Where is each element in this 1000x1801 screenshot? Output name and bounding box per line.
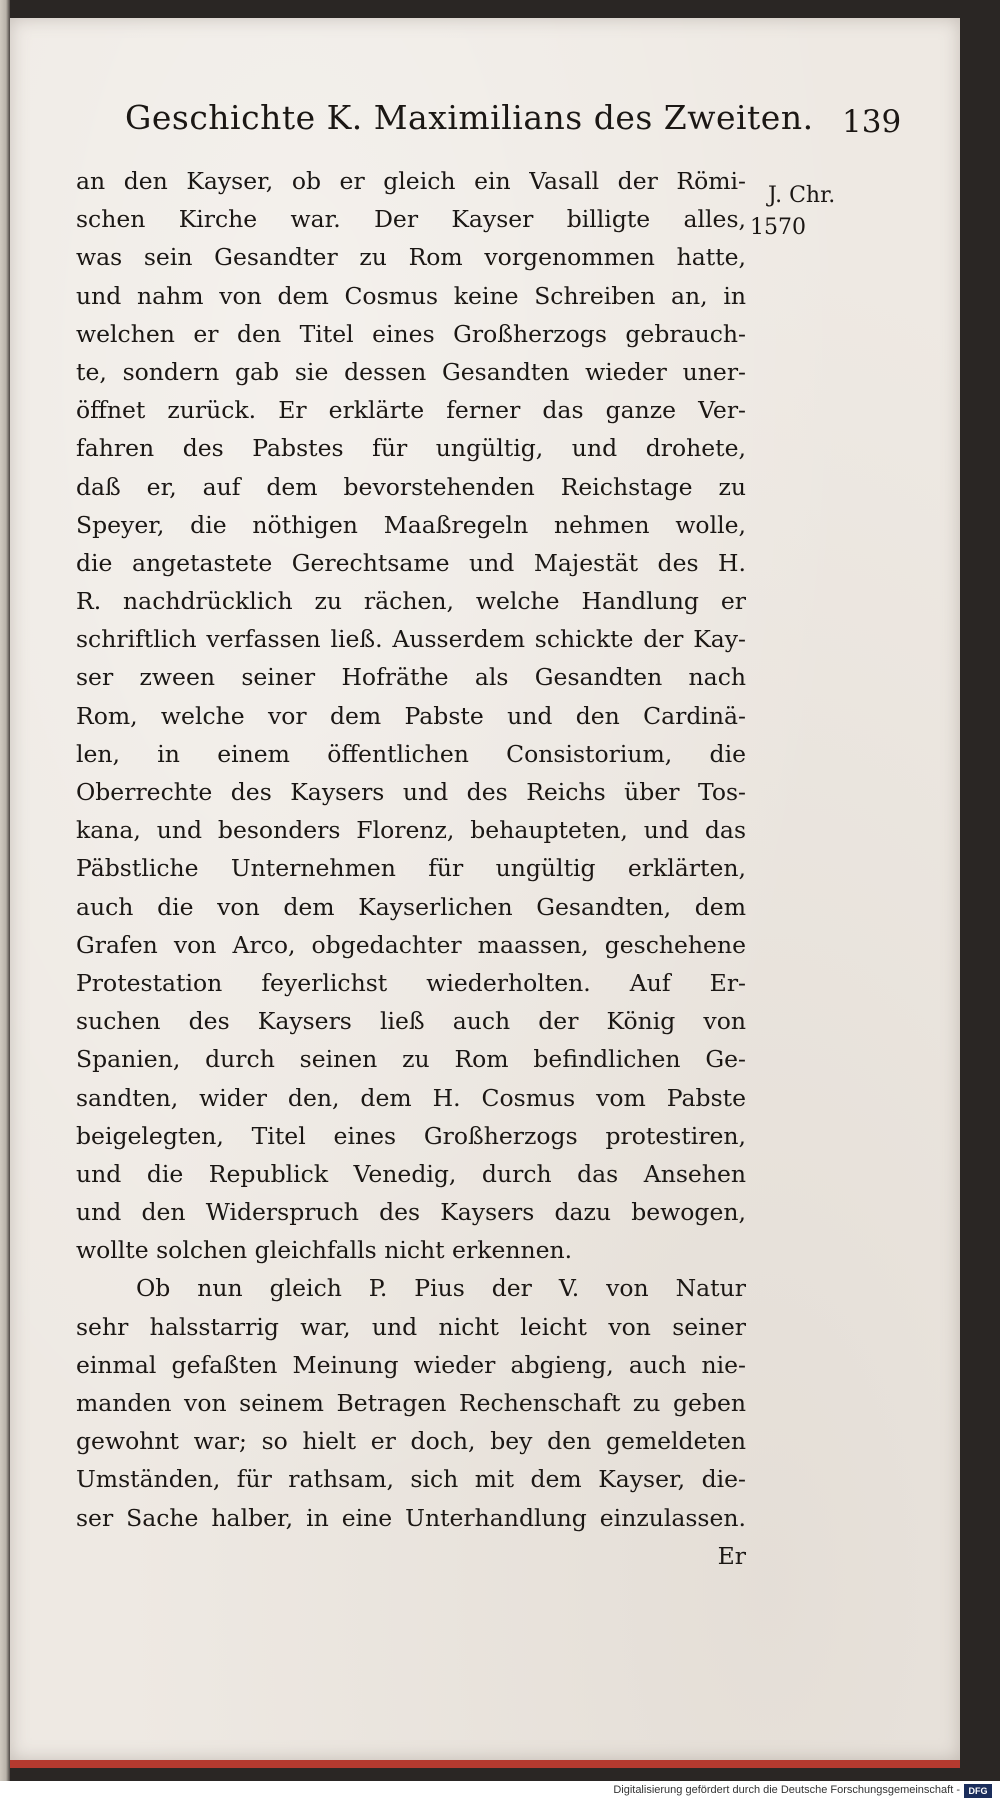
marginal-note xyxy=(750,180,835,244)
body-line: was sein Gesandter zu Rom vorgenommen hatte, xyxy=(76,243,746,272)
body-line: Spanien, durch seinen zu Rom befindlichen Ge- xyxy=(76,1045,746,1074)
body-line: te, sondern gab sie dessen Gesandten wieder uner- xyxy=(76,357,746,386)
body-line: und die Republick Venedig, durch das Ansehen xyxy=(76,1159,746,1188)
marginal-note-era: J. Chr. xyxy=(768,183,836,208)
catchword: Er xyxy=(717,1541,746,1570)
body-line: und nahm von dem Cosmus keine Schreiben an, in xyxy=(76,281,746,310)
body-line: einmal gefaßten Meinung wieder abgieng, auch nie- xyxy=(76,1350,746,1379)
page-bottom-edge xyxy=(10,1760,960,1768)
body-line: schriftlich verfassen ließ. Ausserdem schickte der Kay- xyxy=(76,625,746,654)
body-line: an den Kayser, ob er gleich ein Vasall der Römi- xyxy=(76,167,746,195)
body-line: gewohnt war; so hielt er doch, bey den gemeldeten xyxy=(76,1427,746,1456)
body-line: sandten, wider den, dem H. Cosmus vom Pabste xyxy=(76,1083,746,1112)
body-line: schen Kirche war. Der Kayser billigte alles, xyxy=(76,205,746,234)
body-line: Speyer, die nöthigen Maaßregeln nehmen wolle, xyxy=(76,510,746,539)
body-line: Umständen, für rathsam, sich mit dem Kayser, die- xyxy=(76,1465,746,1494)
body-line: ser Sache halber, in eine Unterhandlung einzulassen. xyxy=(76,1503,746,1532)
marginal-note-year: 1570 xyxy=(750,215,806,240)
body-line: manden von seinem Betragen Rechenschaft zu geben xyxy=(76,1389,746,1417)
body-line: und den Widerspruch des Kaysers dazu bewogen, xyxy=(76,1198,746,1227)
body-line: Rom, welche vor dem Pabste und den Cardinä- xyxy=(76,701,746,730)
body-line: Protestation feyerlichst wiederholten. Auf Er- xyxy=(76,968,746,997)
body-line: ser zween seiner Hofräthe als Gesandten nach xyxy=(76,663,746,692)
body-line: wollte solchen gleichfalls nicht erkennen. xyxy=(76,1236,573,1265)
body-line: kana, und besonders Florenz, behaupteten, und das xyxy=(76,816,746,845)
page-number: 139 xyxy=(842,104,902,140)
body-line: auch die von dem Kayserlichen Gesandten, dem xyxy=(76,892,746,921)
body-line: len, in einem öffentlichen Consistorium, die xyxy=(76,739,746,768)
body-line: Grafen von Arco, obgedachter maassen, geschehene xyxy=(76,930,746,959)
body-line: suchen des Kaysers ließ auch der König von xyxy=(76,1007,746,1036)
body-line: fahren des Pabstes für ungültig, und drohete, xyxy=(76,434,746,463)
body-line: daß er, auf dem bevorstehenden Reichstage zu xyxy=(76,472,746,501)
running-head: Geschichte K. Maximilians des Zweiten. xyxy=(125,98,814,137)
body-line: Oberrechte des Kaysers und des Reichs über Tos- xyxy=(76,778,746,806)
book-left-edge xyxy=(0,0,10,1801)
body-line: die angetastete Gerechtsame und Majestät des H. xyxy=(76,548,746,577)
body-line: Ob nun gleich P. Pius der V. von Natur xyxy=(136,1274,746,1303)
body-line: beigelegten, Titel eines Großherzogs protestiren, xyxy=(76,1121,746,1150)
footer-credit: Digitalisierung gefördert durch die Deutsche Forschungsgemeinschaft - xyxy=(613,1784,960,1796)
body-line: Päbstliche Unternehmen für ungültig erklärten, xyxy=(76,854,746,883)
body-line: welchen er den Titel eines Großherzogs gebrauch- xyxy=(76,319,746,348)
body-line: öffnet zurück. Er erklärte ferner das ganze Ver- xyxy=(76,396,746,425)
body-text xyxy=(76,162,746,1575)
body-line: sehr halsstarrig war, und nicht leicht von seiner xyxy=(76,1312,746,1341)
body-line: R. nachdrücklich zu rächen, welche Handlung er xyxy=(76,587,746,616)
dfg-logo-icon: DFG xyxy=(964,1784,992,1798)
